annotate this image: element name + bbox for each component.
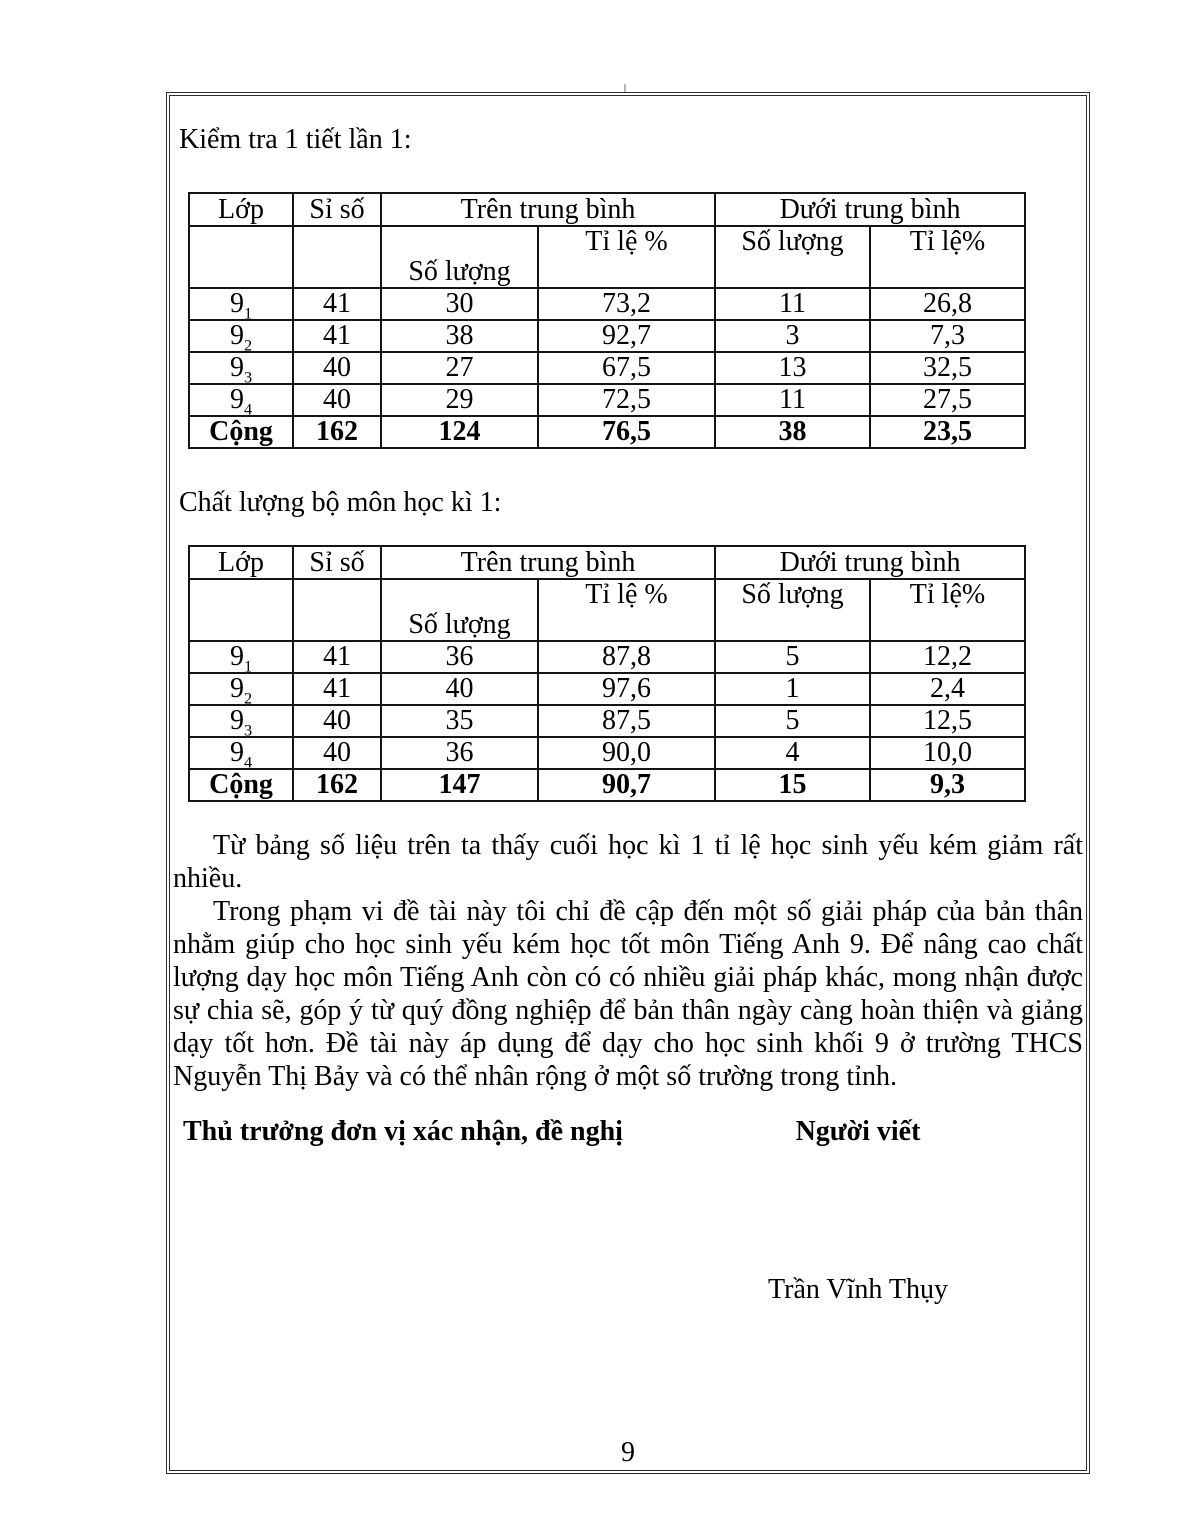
cell-size: 41 bbox=[293, 641, 381, 673]
cell-size: 162 bbox=[293, 769, 381, 801]
signature-right-label: Người viết bbox=[795, 1116, 921, 1147]
signature-name: Trần Vĩnh Thụy bbox=[768, 1274, 948, 1305]
class-base: 9 bbox=[229, 641, 244, 672]
class-subscript: 4 bbox=[243, 753, 253, 769]
header-class: Lớp bbox=[189, 193, 293, 226]
table-header-row bbox=[189, 546, 1025, 579]
cell-class bbox=[189, 737, 293, 769]
class-base: 9 bbox=[229, 352, 244, 383]
class-base: 9 bbox=[229, 288, 244, 319]
cell-above-count: 29 bbox=[381, 384, 538, 416]
cell-class bbox=[189, 641, 293, 673]
empty-cell bbox=[189, 226, 293, 288]
cell-size: 40 bbox=[293, 352, 381, 384]
cell-class bbox=[189, 352, 293, 384]
cell-above-percent: 67,5 bbox=[538, 352, 715, 384]
section2-title: Chất lượng bộ môn học kì 1: bbox=[179, 487, 502, 518]
header-count: Số lượng bbox=[715, 226, 870, 288]
page-border-frame bbox=[166, 92, 1090, 1474]
table-row bbox=[189, 352, 1025, 384]
header-above-average: Trên trung bình bbox=[381, 546, 715, 579]
header-percent: Tỉ lệ% bbox=[870, 579, 1025, 641]
class-subscript: 3 bbox=[243, 368, 253, 384]
cell-below-count: 38 bbox=[715, 416, 870, 448]
table-row bbox=[189, 673, 1025, 705]
cell-below-count: 11 bbox=[715, 288, 870, 320]
cell-below-count: 3 bbox=[715, 320, 870, 352]
cell-above-percent: 97,6 bbox=[538, 673, 715, 705]
table-row bbox=[189, 705, 1025, 737]
body-text-block bbox=[173, 829, 1083, 1093]
cell-above-count: 36 bbox=[381, 737, 538, 769]
table-row bbox=[189, 320, 1025, 352]
paragraph-conclusion: Trong phạm vi đề tài này tôi chỉ đề cập đến một số giải pháp của bản thân nhằm giúp cho học sinh yếu kém học tốt môn Tiếng Anh 9. Để nâng cao chất lượng dạy học môn Tiếng Anh còn có có nhiều giải pháp khác, mong nhận được sự chia sẽ, góp ý từ quý đồng nghiệp để bản thân ngày càng hoàn thiện và giảng dạy tốt hơn. Đề tài này áp dụng để dạy cho học sinh khối 9 ở trường THCS Nguyễn Thị Bảy và có thể nhân rộng ở một số trường trong tỉnh. bbox=[173, 896, 1083, 1092]
table-row bbox=[189, 288, 1025, 320]
cell-above-count: 35 bbox=[381, 705, 538, 737]
cell-below-count: 5 bbox=[715, 641, 870, 673]
cell-below-percent: 9,3 bbox=[870, 769, 1025, 801]
class-base: 9 bbox=[229, 384, 244, 415]
cell-below-percent: 12,5 bbox=[870, 705, 1025, 737]
cell-below-percent: 32,5 bbox=[870, 352, 1025, 384]
cell-size: 40 bbox=[293, 384, 381, 416]
cell-above-count: 27 bbox=[381, 352, 538, 384]
cell-below-percent: 26,8 bbox=[870, 288, 1025, 320]
table-semester1-quality bbox=[188, 545, 1026, 802]
cell-above-percent: 90,0 bbox=[538, 737, 715, 769]
cell-below-count: 11 bbox=[715, 384, 870, 416]
cell-below-percent: 12,2 bbox=[870, 641, 1025, 673]
class-subscript: 1 bbox=[243, 304, 253, 320]
header-above-average: Trên trung bình bbox=[381, 193, 715, 226]
cell-size: 40 bbox=[293, 705, 381, 737]
cell-above-percent: 90,7 bbox=[538, 769, 715, 801]
cell-above-count: 147 bbox=[381, 769, 538, 801]
header-size: Sỉ số bbox=[293, 193, 381, 226]
cell-total-label: Cộng bbox=[189, 769, 293, 801]
cell-class bbox=[189, 320, 293, 352]
header-percent: Tỉ lệ % bbox=[538, 579, 715, 641]
cell-above-count: 40 bbox=[381, 673, 538, 705]
class-subscript: 4 bbox=[243, 400, 253, 416]
cell-below-count: 4 bbox=[715, 737, 870, 769]
header-percent: Tỉ lệ % bbox=[538, 226, 715, 288]
section1-title: Kiểm tra 1 tiết lần 1: bbox=[179, 124, 412, 155]
header-size: Sỉ số bbox=[293, 546, 381, 579]
class-subscript: 3 bbox=[243, 721, 253, 737]
cell-size: 41 bbox=[293, 320, 381, 352]
cell-below-count: 5 bbox=[715, 705, 870, 737]
table-total-row bbox=[189, 416, 1025, 448]
header-count: Số lượng bbox=[381, 226, 538, 288]
page-number: 9 bbox=[621, 1437, 635, 1468]
empty-cell bbox=[293, 226, 381, 288]
paragraph-summary: Từ bảng số liệu trên ta thấy cuối học kì 1 tỉ lệ học sinh yếu kém giảm rất nhiều. bbox=[173, 830, 1083, 894]
class-base: 9 bbox=[229, 705, 244, 736]
class-base: 9 bbox=[229, 320, 244, 351]
cell-above-percent: 73,2 bbox=[538, 288, 715, 320]
cell-below-percent: 7,3 bbox=[870, 320, 1025, 352]
header-count: Số lượng bbox=[715, 579, 870, 641]
class-base: 9 bbox=[229, 673, 244, 704]
cell-below-percent: 23,5 bbox=[870, 416, 1025, 448]
header-below-average: Dưới trung bình bbox=[715, 546, 1025, 579]
empty-cell bbox=[189, 579, 293, 641]
class-subscript: 2 bbox=[243, 336, 253, 352]
header-count: Số lượng bbox=[381, 579, 538, 641]
header-class: Lớp bbox=[189, 546, 293, 579]
cell-total-label: Cộng bbox=[189, 416, 293, 448]
cell-below-percent: 27,5 bbox=[870, 384, 1025, 416]
signature-left-label: Thủ trưởng đơn vị xác nhận, đề nghị bbox=[183, 1116, 623, 1147]
class-base: 9 bbox=[229, 737, 244, 768]
cell-above-percent: 76,5 bbox=[538, 416, 715, 448]
cell-size: 41 bbox=[293, 288, 381, 320]
cell-above-percent: 92,7 bbox=[538, 320, 715, 352]
cell-above-percent: 72,5 bbox=[538, 384, 715, 416]
cell-below-percent: 10,0 bbox=[870, 737, 1025, 769]
cell-size: 162 bbox=[293, 416, 381, 448]
cell-class bbox=[189, 288, 293, 320]
table-subheader-row bbox=[189, 226, 1025, 288]
cell-size: 40 bbox=[293, 737, 381, 769]
header-below-average: Dưới trung bình bbox=[715, 193, 1025, 226]
cell-below-count: 1 bbox=[715, 673, 870, 705]
table-subheader-row bbox=[189, 579, 1025, 641]
cell-below-percent: 2,4 bbox=[870, 673, 1025, 705]
cell-above-count: 30 bbox=[381, 288, 538, 320]
header-percent: Tỉ lệ% bbox=[870, 226, 1025, 288]
table-row bbox=[189, 384, 1025, 416]
cell-class bbox=[189, 705, 293, 737]
table-row bbox=[189, 641, 1025, 673]
cell-above-count: 36 bbox=[381, 641, 538, 673]
table-total-row bbox=[189, 769, 1025, 801]
class-subscript: 2 bbox=[243, 689, 253, 705]
cell-above-count: 124 bbox=[381, 416, 538, 448]
empty-cell bbox=[293, 579, 381, 641]
class-subscript: 1 bbox=[243, 657, 253, 673]
cell-class bbox=[189, 384, 293, 416]
cell-above-percent: 87,8 bbox=[538, 641, 715, 673]
table-test1-results bbox=[188, 192, 1026, 449]
cell-size: 41 bbox=[293, 673, 381, 705]
cell-below-count: 15 bbox=[715, 769, 870, 801]
table-row bbox=[189, 737, 1025, 769]
cell-above-percent: 87,5 bbox=[538, 705, 715, 737]
cell-above-count: 38 bbox=[381, 320, 538, 352]
table-header-row bbox=[189, 193, 1025, 226]
signature-row bbox=[173, 1115, 1083, 1149]
cell-class bbox=[189, 673, 293, 705]
cell-below-count: 13 bbox=[715, 352, 870, 384]
